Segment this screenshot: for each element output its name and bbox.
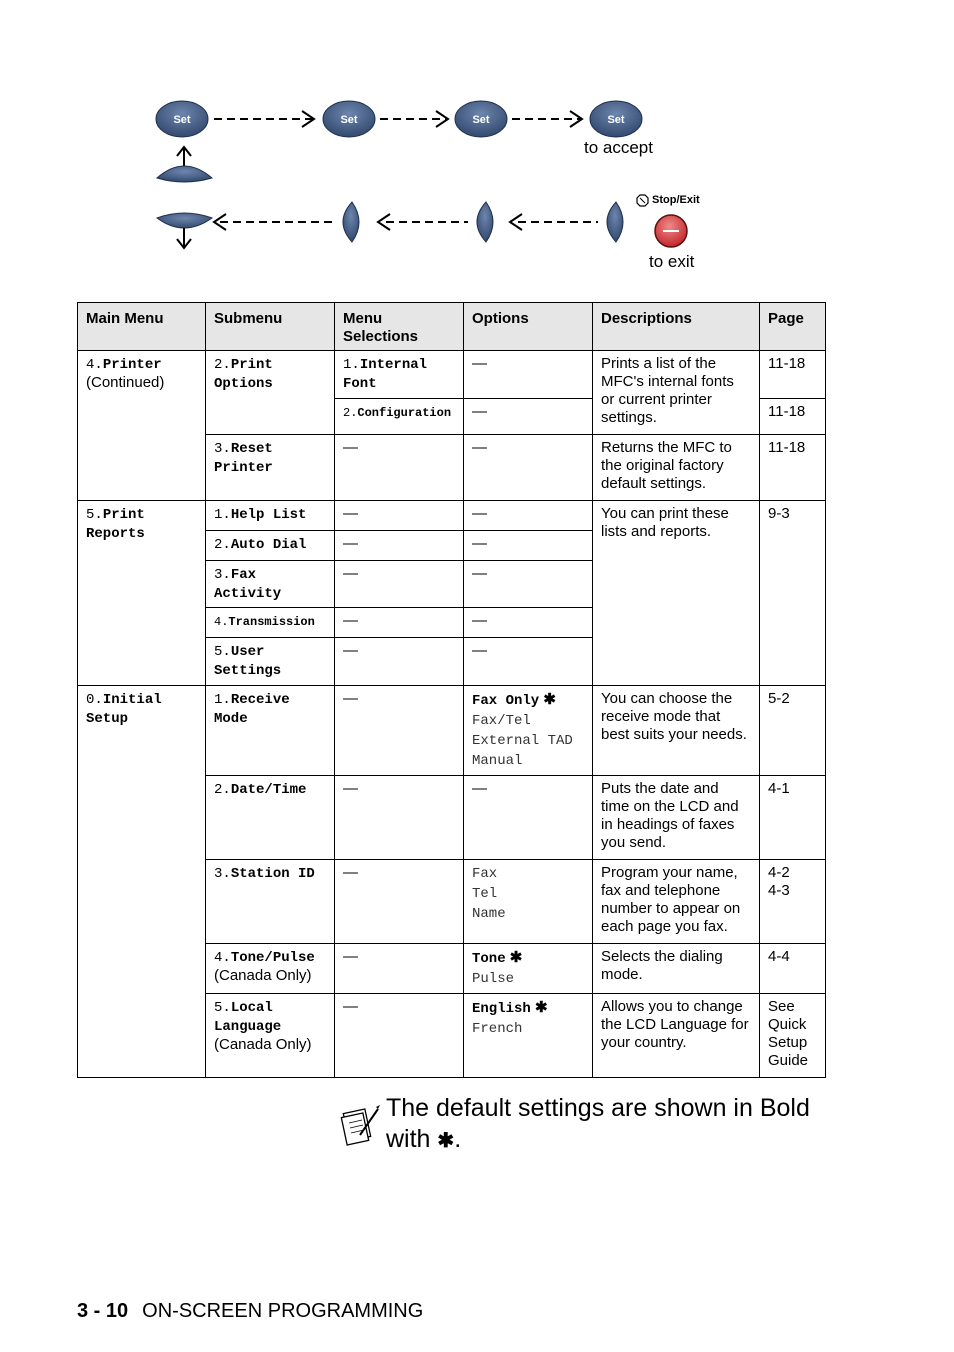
description-reset: Returns the MFC to the original factory default settings. (593, 435, 760, 501)
page-date-time: 4-1 (760, 776, 826, 860)
selection-tone-pulse: — (335, 944, 464, 994)
option-configuration: — (464, 399, 593, 435)
up-arrow-key[interactable] (157, 147, 212, 182)
default-marker-icon: ✱ (509, 949, 523, 966)
selection-transmission: — (335, 608, 464, 638)
page-station-id: 4-2 4-3 (760, 860, 826, 944)
footer (77, 1300, 423, 1323)
continued-note: (Continued) (86, 374, 165, 391)
option-auto-dial: — (464, 531, 593, 561)
page-reports: 9-3 (760, 501, 826, 686)
page-tone-pulse: 4-4 (760, 944, 826, 994)
header-page: Page (760, 303, 826, 351)
submenu-date-time: 2.Date/Time (206, 776, 335, 860)
selection-station-id: — (335, 860, 464, 944)
option-help-list: — (464, 501, 593, 531)
set-label-1: Set (173, 114, 191, 126)
header-descriptions: Descriptions (593, 303, 760, 351)
selection-help-list: — (335, 501, 464, 531)
header-menu-selections: Menu Selections (335, 303, 464, 351)
submenu-user-settings: 5.User Settings (206, 638, 335, 686)
option-fax-activity: — (464, 561, 593, 608)
set-button-2[interactable] (323, 101, 375, 137)
note-text-line2: with (386, 1125, 431, 1153)
option-date-time: — (464, 776, 593, 860)
stop-icon (637, 195, 648, 206)
left-arrow-key-3[interactable] (607, 202, 623, 242)
submenu-transmission: 4.Transmission (206, 608, 335, 638)
submenu-receive-mode: 1.Receive Mode (206, 686, 335, 776)
description-receive-mode: You can choose the receive mode that best suits your needs. (593, 686, 760, 776)
left-arrows (214, 214, 598, 230)
to-exit-label: to exit (649, 252, 695, 271)
submenu-auto-dial: 2.Auto Dial (206, 531, 335, 561)
down-arrow-key[interactable] (157, 213, 212, 248)
submenu-local-language: 5.Local Language (Canada Only) (206, 994, 335, 1078)
selection-internal-font: 1.Internal Font (335, 351, 464, 399)
description-print-options: Prints a list of the MFC's internal fonts or current printer settings. (593, 351, 760, 435)
page-number: 3 - 10 (77, 1300, 129, 1322)
table-header-row (78, 303, 826, 351)
note-pad-icon (340, 1101, 382, 1149)
table-row (78, 501, 826, 531)
submenu-tone-pulse: 4.Tone/Pulse (Canada Only) (206, 944, 335, 994)
left-arrow-key-2[interactable] (477, 202, 493, 242)
default-marker-icon: ✱ (437, 1130, 455, 1152)
description-reports: You can print these lists and reports. (593, 501, 760, 686)
submenu-station-id: 3.Station ID (206, 860, 335, 944)
submenu-print-options: 2.Print Options (206, 351, 335, 435)
options-receive-mode: Fax Only ✱ Fax/Tel External TAD Manual (464, 686, 593, 776)
page-configuration: 11-18 (760, 399, 826, 435)
selection-user-settings: — (335, 638, 464, 686)
main-menu-printer: 4.Printer (Continued) (78, 351, 206, 501)
selection-auto-dial: — (335, 531, 464, 561)
description-local-language: Allows you to change the LCD Language for your country. (593, 994, 760, 1078)
menu-table (77, 302, 826, 1078)
table-row (78, 686, 826, 776)
note-suffix: . (454, 1125, 462, 1153)
option-transmission: — (464, 608, 593, 638)
to-accept-label: to accept (584, 138, 653, 157)
selection-reset: — (335, 435, 464, 501)
navigation-arrows (0, 0, 954, 290)
header-main-menu: Main Menu (78, 303, 206, 351)
option-reset: — (464, 435, 593, 501)
selection-fax-activity: — (335, 561, 464, 608)
selection-configuration: 2.Configuration (335, 399, 464, 435)
set-button-1[interactable] (156, 101, 208, 137)
submenu-fax-activity: 3.Fax Activity (206, 561, 335, 608)
main-menu-initial-setup: 0.Initial Setup (78, 686, 206, 1078)
stop-exit-label: Stop/Exit (652, 194, 700, 206)
description-tone-pulse: Selects the dialing mode. (593, 944, 760, 994)
description-date-time: Puts the date and time on the LCD and in headings of faxes you send. (593, 776, 760, 860)
selection-local-language: — (335, 994, 464, 1078)
default-marker-icon: ✱ (543, 691, 556, 708)
page-reset: 11-18 (760, 435, 826, 501)
page-local-language: See Quick Setup Guide (760, 994, 826, 1078)
submenu-help-list: 1.Help List (206, 501, 335, 531)
navigation-diagram (0, 0, 954, 290)
header-submenu: Submenu (206, 303, 335, 351)
set-label-3: Set (472, 114, 490, 126)
selection-date-time: — (335, 776, 464, 860)
set-label-2: Set (340, 114, 358, 126)
options-station-id: Fax Tel Name (464, 860, 593, 944)
section-title: ON-SCREEN PROGRAMMING (142, 1300, 424, 1322)
option-user-settings: — (464, 638, 593, 686)
page-internal-font: 11-18 (760, 351, 826, 399)
header-options: Options (464, 303, 593, 351)
options-local-language: English ✱ French (464, 994, 593, 1078)
submenu-reset-printer: 3.Reset Printer (206, 435, 335, 501)
main-menu-print-reports: 5.Print Reports (78, 501, 206, 686)
selection-receive-mode: — (335, 686, 464, 776)
stop-exit-button[interactable] (655, 215, 687, 247)
default-marker-icon: ✱ (534, 999, 548, 1016)
set-button-4[interactable] (590, 101, 642, 137)
option-internal-font: — (464, 351, 593, 399)
set-button-3[interactable] (455, 101, 507, 137)
left-arrow-key-1[interactable] (343, 202, 359, 242)
note-text-line1: The default settings are shown in Bold (386, 1094, 810, 1122)
set-label-4: Set (607, 114, 625, 126)
right-arrows (214, 111, 582, 127)
options-tone-pulse: Tone ✱ Pulse (464, 944, 593, 994)
description-station-id: Program your name, fax and telephone number to appear on each page you fax. (593, 860, 760, 944)
table-row (78, 351, 826, 399)
page-receive-mode: 5-2 (760, 686, 826, 776)
